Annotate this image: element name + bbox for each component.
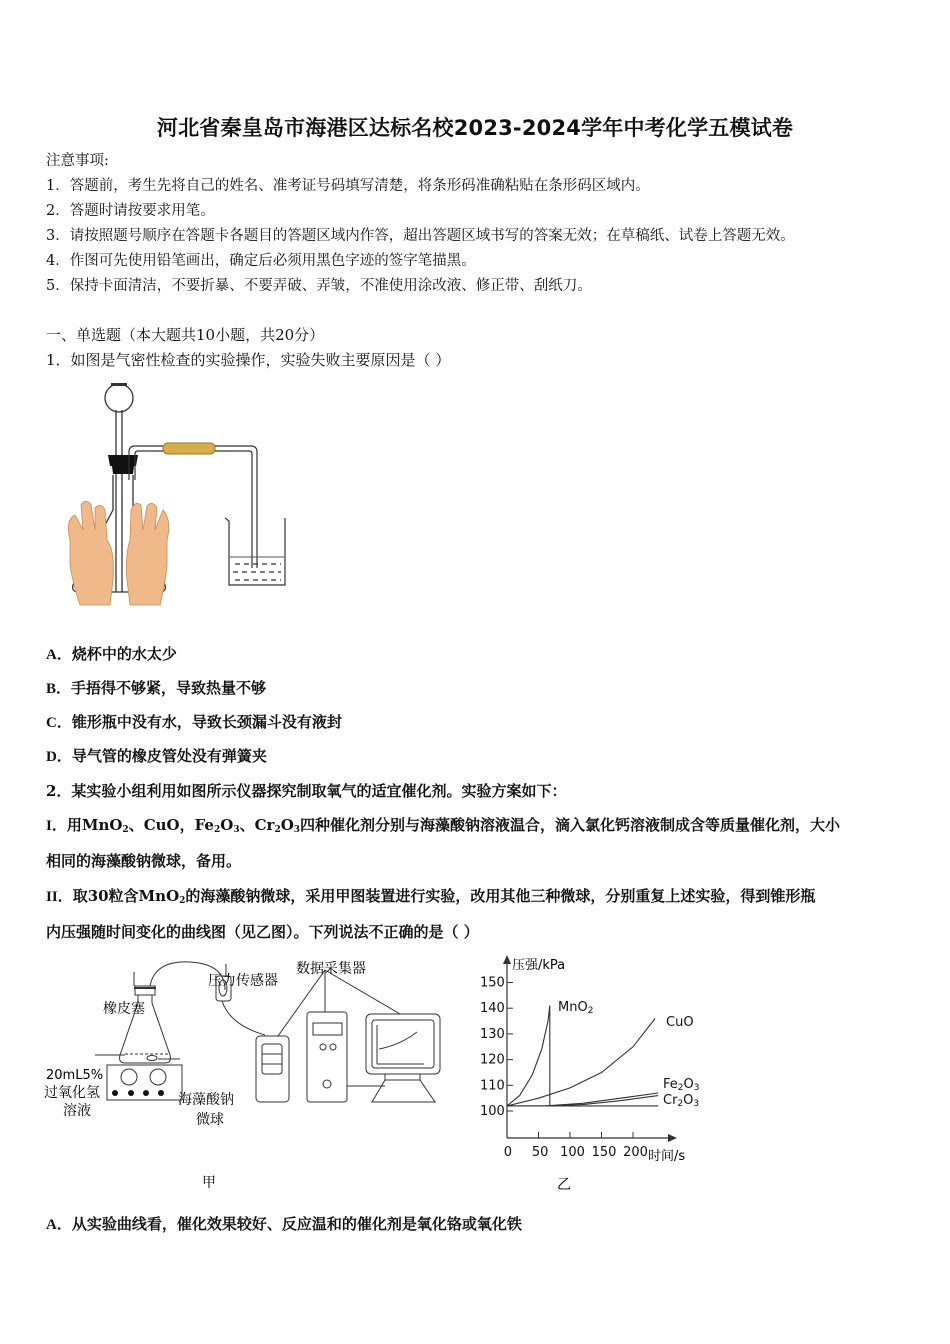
beaker-icon <box>225 518 285 585</box>
option-text: 从实验曲线看，催化效果较好、反应温和的催化剂是氧化铬或氧化铁 <box>71 1215 522 1233</box>
question-2-step-2-line-2: 内压强随时间变化的曲线图（见乙图）。下列说法不正确的是（ ） <box>46 923 479 941</box>
notice-item: 4．作图可先使用铅笔画出，确定后必须用黑色字迹的签字笔描黑。 <box>46 253 476 269</box>
label-beads: 海藻酸钠 <box>178 1092 234 1108</box>
section-heading: 一、单选题（本大题共10小题，共20分） <box>46 326 325 344</box>
option-text: 烧杯中的水太少 <box>71 645 177 663</box>
notice-item: 1．答题前，考生先将自己的姓名、准考证号码填写清楚，将条形码准确粘贴在条形码区域内。 <box>46 178 650 194</box>
series-Fe2O3 <box>507 1093 658 1106</box>
option-text: 手捂得不够紧，导致热量不够 <box>71 679 267 697</box>
label-pressure-sensor: 压力传感器 <box>208 973 278 989</box>
svg-text:140: 140 <box>480 1001 505 1017</box>
svg-text:Cr2O3: Cr2O3 <box>663 1093 700 1109</box>
svg-text:MnO2: MnO2 <box>558 1000 594 1016</box>
question-2-option-a <box>46 1213 522 1234</box>
x-axis-label: 时间/s <box>648 1149 686 1164</box>
svg-text:100: 100 <box>560 1145 585 1160</box>
label-data-collector: 数据采集器 <box>296 961 366 977</box>
series-CuO <box>507 1019 655 1106</box>
svg-text:0: 0 <box>503 1145 512 1160</box>
figure-caption-jia: 甲 <box>202 1175 216 1191</box>
figure-yi-pressure-chart <box>470 950 710 1200</box>
notice-item: 3．请按照题号顺序在答题卡各题目的答题区域内作答，超出答题区域书写的答案无效；在草稿纸、试卷上答题无效。 <box>46 228 795 244</box>
question-2-step-1-line-2: 相同的海藻酸钠微球，备用。 <box>46 852 242 870</box>
svg-text:200: 200 <box>623 1145 648 1160</box>
label-stopper: 橡皮塞 <box>103 1001 145 1017</box>
svg-text:150: 150 <box>591 1145 617 1160</box>
svg-text:130: 130 <box>480 1026 505 1042</box>
svg-text:100: 100 <box>480 1104 505 1119</box>
rubber-stopper-icon <box>108 455 138 466</box>
hands-icon <box>68 501 168 605</box>
question-2-stem: 2．某实验小组利用如图所示仪器探究制取氧气的适宜催化剂。实验方案如下： <box>46 782 567 800</box>
page-title: 河北省秦皇岛市海港区达标名校2023-2024学年中考化学五模试卷 <box>156 116 794 140</box>
option-label: A． <box>46 647 72 663</box>
svg-text:110: 110 <box>480 1078 505 1094</box>
option-label: C． <box>46 715 72 731</box>
option-text: 导气管的橡皮管处没有弹簧夹 <box>71 747 267 765</box>
svg-text:CuO: CuO <box>666 1015 694 1030</box>
funnel-bulb-icon <box>105 384 133 412</box>
option-label: B． <box>46 681 72 697</box>
notice-item: 2．答题时请按要求用笔。 <box>46 203 215 219</box>
label-solution: 溶液 <box>63 1103 91 1119</box>
svg-text:50: 50 <box>531 1145 549 1160</box>
label-solution: 过氧化氢 <box>44 1085 100 1101</box>
option-b <box>46 677 266 698</box>
option-d <box>46 745 267 766</box>
label-beads: 微球 <box>196 1112 224 1128</box>
y-axis-label: 压强/kPa <box>512 958 566 973</box>
air-tightness-apparatus-figure <box>55 380 305 610</box>
question-2-step-1: I．用MnO$_2$、CuO，$Fe_2O_3$、$Cr_2O_3$四种催化剂分别与海藻酸钠溶液温合，滴入氯化钙溶液制成含等质量催化剂，大小 <box>46 816 841 835</box>
notice-heading: 注意事项: <box>46 153 109 169</box>
label-solution: 20mL5% <box>46 1068 104 1083</box>
notice-item: 5．保持卡面清洁，不要折暴、不要弄破、弄皱，不准使用涂改液、修正带、刮纸刀。 <box>46 278 592 294</box>
series-MnO2 <box>507 1006 658 1106</box>
figure-caption-yi: 乙 <box>557 1177 571 1193</box>
handheld-device-icon <box>256 1036 289 1102</box>
option-label: D． <box>46 749 72 765</box>
option-label: A． <box>46 1217 72 1233</box>
svg-text:120: 120 <box>480 1052 505 1068</box>
rubber-tube-icon <box>163 443 215 454</box>
question-1-stem: 1．如图是气密性检查的实验操作，实验失败主要原因是（ ） <box>46 351 451 369</box>
question-2-step-2: II．取30粒含MnO$_2$的海藻酸钠微球，采用甲图装置进行实验，改用其他三种微球，分别重复上述实验，得到锥形瓶 <box>46 887 816 906</box>
option-a <box>46 643 177 664</box>
svg-text:Fe2O3: Fe2O3 <box>663 1077 700 1093</box>
option-c <box>46 711 342 732</box>
figure-jia-apparatus <box>40 950 460 1200</box>
svg-text:150: 150 <box>480 975 505 991</box>
option-text: 锥形瓶中没有水，导致长颈漏斗没有液封 <box>71 713 342 731</box>
